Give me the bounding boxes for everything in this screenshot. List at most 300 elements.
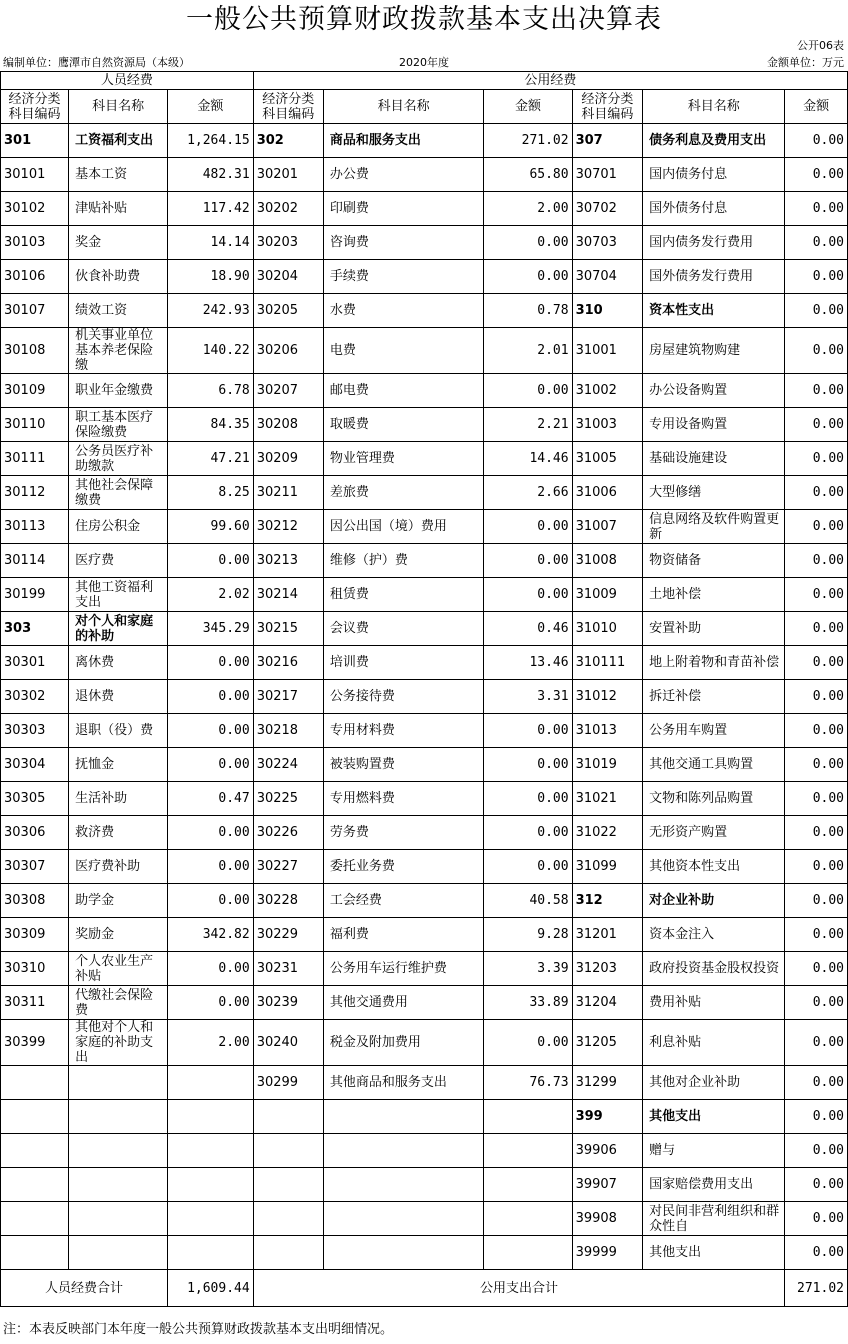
table-row: [1, 646, 848, 680]
item-name-cell: 其他交通费用: [323, 986, 483, 1020]
item-name-cell: 专用设备购置: [643, 408, 785, 442]
item-name-cell: 公务用车购置: [643, 714, 785, 748]
item-name-cell: 物业管理费: [323, 442, 483, 476]
item-name-cell: 救济费: [69, 816, 168, 850]
amount-cell: 0.00: [484, 714, 572, 748]
code-cell: 30309: [1, 918, 69, 952]
item-name-cell: 个人农业生产补贴: [69, 952, 168, 986]
code-cell: 30216: [253, 646, 323, 680]
amount-cell: 84.35: [168, 408, 254, 442]
item-name-cell: 地上附着物和青苗补偿: [643, 646, 785, 680]
code-cell: [253, 1202, 323, 1236]
item-name-cell: 商品和服务支出: [323, 124, 483, 158]
item-name-cell: [69, 1066, 168, 1100]
public-total-label: 公用支出合计: [253, 1270, 785, 1307]
code-cell: 30226: [253, 816, 323, 850]
item-name-cell: 工会经费: [323, 884, 483, 918]
item-name-cell: 伙食补助费: [69, 260, 168, 294]
code-cell: 30227: [253, 850, 323, 884]
amount-cell: 0.00: [785, 748, 848, 782]
item-name-cell: 办公费: [323, 158, 483, 192]
item-name-cell: 国外债务发行费用: [643, 260, 785, 294]
item-name-cell: 因公出国（境）费用: [323, 510, 483, 544]
item-name-cell: 助学金: [69, 884, 168, 918]
expenditure-table: [0, 71, 848, 1307]
table-row: [1, 714, 848, 748]
code-cell: 30306: [1, 816, 69, 850]
code-cell: 30218: [253, 714, 323, 748]
amount-cell: [168, 1134, 254, 1168]
item-name-cell: 基本工资: [69, 158, 168, 192]
item-name-cell: 利息补贴: [643, 1020, 785, 1066]
code-cell: [1, 1100, 69, 1134]
amount-cell: 345.29: [168, 612, 254, 646]
table-row: [1, 1066, 848, 1100]
item-name-cell: 抚恤金: [69, 748, 168, 782]
item-name-cell: 其他社会保障缴费: [69, 476, 168, 510]
item-name-cell: 津贴补贴: [69, 192, 168, 226]
item-name-cell: 其他工资福利支出: [69, 578, 168, 612]
amount-cell: 0.47: [168, 782, 254, 816]
code-cell: 30301: [1, 646, 69, 680]
code-cell: 30399: [1, 1020, 69, 1066]
table-row: [1, 884, 848, 918]
amount-cell: 0.00: [785, 294, 848, 328]
item-name-cell: 基础设施建设: [643, 442, 785, 476]
code-cell: 30299: [253, 1066, 323, 1100]
amount-cell: 0.00: [785, 952, 848, 986]
amount-cell: 0.00: [785, 226, 848, 260]
item-name-cell: 印刷费: [323, 192, 483, 226]
item-name-cell: 会议费: [323, 612, 483, 646]
item-name-cell: 费用补贴: [643, 986, 785, 1020]
code-cell: 30217: [253, 680, 323, 714]
code-cell: 39907: [572, 1168, 642, 1202]
item-name-cell: 其他对企业补助: [643, 1066, 785, 1100]
code-cell: 307: [572, 124, 642, 158]
code-cell: 31299: [572, 1066, 642, 1100]
amount-cell: 2.21: [484, 408, 572, 442]
column-header-row: [1, 90, 848, 124]
amount-cell: 0.00: [785, 510, 848, 544]
amount-cell: 0.00: [785, 124, 848, 158]
amount-cell: [484, 1202, 572, 1236]
header-code: 经济分类科目编码: [1, 90, 69, 124]
code-cell: [1, 1066, 69, 1100]
amount-cell: 0.00: [785, 714, 848, 748]
code-cell: 30240: [253, 1020, 323, 1066]
code-cell: [1, 1134, 69, 1168]
item-name-cell: 文物和陈列品购置: [643, 782, 785, 816]
amount-cell: [484, 1168, 572, 1202]
reporting-unit: 编制单位：鹰潭市自然资源局（本级）: [3, 56, 190, 69]
code-cell: 30202: [253, 192, 323, 226]
code-cell: 30206: [253, 328, 323, 374]
code-cell: 31010: [572, 612, 642, 646]
code-cell: 39999: [572, 1236, 642, 1270]
code-cell: 31005: [572, 442, 642, 476]
code-cell: 30207: [253, 374, 323, 408]
item-name-cell: 其他对个人和家庭的补助支出: [69, 1020, 168, 1066]
item-name-cell: 福利费: [323, 918, 483, 952]
item-name-cell: [323, 1100, 483, 1134]
code-cell: 30204: [253, 260, 323, 294]
amount-cell: 0.00: [484, 544, 572, 578]
table-row: [1, 374, 848, 408]
amount-cell: 40.58: [484, 884, 572, 918]
amount-cell: 0.00: [484, 816, 572, 850]
amount-cell: 14.46: [484, 442, 572, 476]
amount-cell: 0.46: [484, 612, 572, 646]
money-unit: 金额单位：万元: [767, 56, 844, 69]
header-name: 科目名称: [643, 90, 785, 124]
amount-cell: 0.00: [168, 884, 254, 918]
item-name-cell: 其他支出: [643, 1236, 785, 1270]
item-name-cell: 税金及附加费用: [323, 1020, 483, 1066]
amount-cell: 2.00: [484, 192, 572, 226]
item-name-cell: 物资储备: [643, 544, 785, 578]
code-cell: 30228: [253, 884, 323, 918]
code-cell: [1, 1236, 69, 1270]
table-row: [1, 782, 848, 816]
item-name-cell: 安置补助: [643, 612, 785, 646]
amount-cell: 0.00: [168, 850, 254, 884]
amount-cell: 482.31: [168, 158, 254, 192]
item-name-cell: 职工基本医疗保险缴费: [69, 408, 168, 442]
code-cell: 302: [253, 124, 323, 158]
item-name-cell: 专用材料费: [323, 714, 483, 748]
section-public: 公用经费: [253, 72, 847, 90]
personnel-total-amount: 1,609.44: [168, 1270, 254, 1307]
item-name-cell: 取暖费: [323, 408, 483, 442]
amount-cell: 0.00: [484, 374, 572, 408]
code-cell: 30702: [572, 192, 642, 226]
table-row: [1, 1100, 848, 1134]
header-amount: 金额: [785, 90, 848, 124]
table-row: [1, 952, 848, 986]
amount-cell: 0.00: [785, 476, 848, 510]
amount-cell: [168, 1236, 254, 1270]
code-cell: 30224: [253, 748, 323, 782]
code-cell: [253, 1134, 323, 1168]
amount-cell: 2.01: [484, 328, 572, 374]
table-row: [1, 1020, 848, 1066]
item-name-cell: [323, 1236, 483, 1270]
amount-cell: 0.00: [168, 714, 254, 748]
item-name-cell: [69, 1168, 168, 1202]
amount-cell: 0.00: [785, 612, 848, 646]
code-cell: 30111: [1, 442, 69, 476]
amount-cell: 0.00: [484, 260, 572, 294]
amount-cell: 0.00: [168, 646, 254, 680]
code-cell: 31203: [572, 952, 642, 986]
item-name-cell: [69, 1236, 168, 1270]
code-cell: 30213: [253, 544, 323, 578]
code-cell: [253, 1100, 323, 1134]
item-name-cell: 维修（护）费: [323, 544, 483, 578]
amount-cell: 99.60: [168, 510, 254, 544]
public-total-amount: 271.02: [785, 1270, 848, 1307]
amount-cell: 0.00: [785, 1134, 848, 1168]
item-name-cell: 生活补助: [69, 782, 168, 816]
item-name-cell: 住房公积金: [69, 510, 168, 544]
item-name-cell: 其他支出: [643, 1100, 785, 1134]
item-name-cell: 公务员医疗补助缴款: [69, 442, 168, 476]
header-amount: 金额: [484, 90, 572, 124]
code-cell: 30305: [1, 782, 69, 816]
table-note: 注：本表反映部门本年度一般公共预算财政拨款基本支出明细情况。: [3, 1322, 394, 1337]
code-cell: [253, 1168, 323, 1202]
item-name-cell: 国外债务付息: [643, 192, 785, 226]
table-row: [1, 612, 848, 646]
code-cell: 30103: [1, 226, 69, 260]
amount-cell: 9.28: [484, 918, 572, 952]
table-row: [1, 986, 848, 1020]
amount-cell: 47.21: [168, 442, 254, 476]
table-row: [1, 328, 848, 374]
code-cell: 30308: [1, 884, 69, 918]
amount-cell: [484, 1134, 572, 1168]
code-cell: 30229: [253, 918, 323, 952]
code-cell: 30307: [1, 850, 69, 884]
item-name-cell: 政府投资基金股权投资: [643, 952, 785, 986]
code-cell: 31009: [572, 578, 642, 612]
code-cell: 31204: [572, 986, 642, 1020]
amount-cell: 0.00: [168, 952, 254, 986]
item-name-cell: 被装购置费: [323, 748, 483, 782]
code-cell: [253, 1236, 323, 1270]
code-cell: 30203: [253, 226, 323, 260]
amount-cell: 0.00: [785, 260, 848, 294]
code-cell: 30108: [1, 328, 69, 374]
item-name-cell: 退休费: [69, 680, 168, 714]
code-cell: 31012: [572, 680, 642, 714]
code-cell: 399: [572, 1100, 642, 1134]
table-row: [1, 578, 848, 612]
code-cell: 31021: [572, 782, 642, 816]
amount-cell: 0.00: [785, 192, 848, 226]
section-personnel: 人员经费: [1, 72, 254, 90]
code-cell: 30303: [1, 714, 69, 748]
item-name-cell: [69, 1134, 168, 1168]
amount-cell: 0.00: [484, 226, 572, 260]
code-cell: 30113: [1, 510, 69, 544]
code-cell: 30107: [1, 294, 69, 328]
item-name-cell: 机关事业单位基本养老保险缴: [69, 328, 168, 374]
amount-cell: 18.90: [168, 260, 254, 294]
amount-cell: 0.00: [785, 1168, 848, 1202]
code-cell: 30302: [1, 680, 69, 714]
header-name: 科目名称: [69, 90, 168, 124]
amount-cell: [168, 1066, 254, 1100]
code-cell: 31099: [572, 850, 642, 884]
code-cell: 30239: [253, 986, 323, 1020]
amount-cell: 271.02: [484, 124, 572, 158]
amount-cell: 0.00: [785, 918, 848, 952]
amount-cell: [484, 1236, 572, 1270]
amount-cell: 0.00: [484, 510, 572, 544]
item-name-cell: 医疗费: [69, 544, 168, 578]
item-name-cell: 奖金: [69, 226, 168, 260]
code-cell: 30101: [1, 158, 69, 192]
code-cell: 31201: [572, 918, 642, 952]
table-row: [1, 294, 848, 328]
amount-cell: 0.00: [785, 986, 848, 1020]
amount-cell: 13.46: [484, 646, 572, 680]
amount-cell: 1,264.15: [168, 124, 254, 158]
item-name-cell: 离休费: [69, 646, 168, 680]
amount-cell: 0.00: [785, 1020, 848, 1066]
fiscal-year: 2020年度: [399, 56, 449, 69]
code-cell: 30703: [572, 226, 642, 260]
code-cell: 30209: [253, 442, 323, 476]
amount-cell: 0.00: [785, 816, 848, 850]
code-cell: 31019: [572, 748, 642, 782]
section-header-row: [1, 72, 848, 90]
amount-cell: 0.78: [484, 294, 572, 328]
personnel-total-label: 人员经费合计: [1, 1270, 168, 1307]
table-row: [1, 476, 848, 510]
amount-cell: 0.00: [484, 782, 572, 816]
table-row: [1, 1168, 848, 1202]
amount-cell: 2.66: [484, 476, 572, 510]
code-cell: 310111: [572, 646, 642, 680]
table-row: [1, 158, 848, 192]
amount-cell: 0.00: [785, 884, 848, 918]
item-name-cell: 对企业补助: [643, 884, 785, 918]
code-cell: [1, 1168, 69, 1202]
header-code: 经济分类科目编码: [253, 90, 323, 124]
code-cell: 31007: [572, 510, 642, 544]
item-name-cell: 其他交通工具购置: [643, 748, 785, 782]
item-name-cell: 债务利息及费用支出: [643, 124, 785, 158]
amount-cell: [168, 1100, 254, 1134]
amount-cell: 0.00: [484, 578, 572, 612]
item-name-cell: 大型修缮: [643, 476, 785, 510]
table-row: [1, 442, 848, 476]
header-name: 科目名称: [323, 90, 483, 124]
amount-cell: 14.14: [168, 226, 254, 260]
item-name-cell: 医疗费补助: [69, 850, 168, 884]
amount-cell: 242.93: [168, 294, 254, 328]
table-row: [1, 1236, 848, 1270]
table-row: [1, 680, 848, 714]
item-name-cell: 电费: [323, 328, 483, 374]
code-cell: 30225: [253, 782, 323, 816]
item-name-cell: 水费: [323, 294, 483, 328]
code-cell: 30215: [253, 612, 323, 646]
code-cell: 31205: [572, 1020, 642, 1066]
amount-cell: 3.39: [484, 952, 572, 986]
amount-cell: 0.00: [785, 646, 848, 680]
code-cell: 31006: [572, 476, 642, 510]
table-row: [1, 1134, 848, 1168]
table-row: [1, 1202, 848, 1236]
item-name-cell: 资本性支出: [643, 294, 785, 328]
code-cell: 31022: [572, 816, 642, 850]
item-name-cell: 其他商品和服务支出: [323, 1066, 483, 1100]
amount-cell: 0.00: [785, 782, 848, 816]
form-number: 公开06表: [797, 39, 844, 52]
amount-cell: 65.80: [484, 158, 572, 192]
item-name-cell: 对个人和家庭的补助: [69, 612, 168, 646]
code-cell: 30208: [253, 408, 323, 442]
item-name-cell: 房屋建筑物购建: [643, 328, 785, 374]
item-name-cell: 咨询费: [323, 226, 483, 260]
amount-cell: 342.82: [168, 918, 254, 952]
table-row: [1, 816, 848, 850]
item-name-cell: 职业年金缴费: [69, 374, 168, 408]
code-cell: 30304: [1, 748, 69, 782]
amount-cell: 0.00: [785, 850, 848, 884]
code-cell: 310: [572, 294, 642, 328]
code-cell: 30701: [572, 158, 642, 192]
code-cell: 30704: [572, 260, 642, 294]
item-name-cell: 其他资本性支出: [643, 850, 785, 884]
item-name-cell: 代缴社会保险费: [69, 986, 168, 1020]
amount-cell: 76.73: [484, 1066, 572, 1100]
code-cell: 30211: [253, 476, 323, 510]
amount-cell: 0.00: [168, 816, 254, 850]
amount-cell: 2.00: [168, 1020, 254, 1066]
amount-cell: 0.00: [785, 1066, 848, 1100]
item-name-cell: 土地补偿: [643, 578, 785, 612]
totals-row: [1, 1270, 848, 1307]
item-name-cell: [323, 1134, 483, 1168]
item-name-cell: 公务用车运行维护费: [323, 952, 483, 986]
item-name-cell: 工资福利支出: [69, 124, 168, 158]
item-name-cell: [323, 1202, 483, 1236]
amount-cell: 2.02: [168, 578, 254, 612]
code-cell: 30212: [253, 510, 323, 544]
code-cell: 301: [1, 124, 69, 158]
item-name-cell: [69, 1100, 168, 1134]
item-name-cell: 对民间非营利组织和群众性自: [643, 1202, 785, 1236]
amount-cell: 6.78: [168, 374, 254, 408]
amount-cell: [484, 1100, 572, 1134]
item-name-cell: 赠与: [643, 1134, 785, 1168]
code-cell: 30106: [1, 260, 69, 294]
code-cell: 31013: [572, 714, 642, 748]
item-name-cell: 绩效工资: [69, 294, 168, 328]
code-cell: 31008: [572, 544, 642, 578]
item-name-cell: 国内债务付息: [643, 158, 785, 192]
amount-cell: 140.22: [168, 328, 254, 374]
code-cell: 30231: [253, 952, 323, 986]
amount-cell: 0.00: [785, 328, 848, 374]
table-row: [1, 918, 848, 952]
header-code: 经济分类科目编码: [572, 90, 642, 124]
amount-cell: 0.00: [785, 1236, 848, 1270]
header-amount: 金额: [168, 90, 254, 124]
code-cell: 30110: [1, 408, 69, 442]
code-cell: 30201: [253, 158, 323, 192]
amount-cell: 0.00: [785, 442, 848, 476]
code-cell: 312: [572, 884, 642, 918]
amount-cell: 3.31: [484, 680, 572, 714]
table-row: [1, 226, 848, 260]
amount-cell: 0.00: [168, 680, 254, 714]
amount-cell: 0.00: [484, 748, 572, 782]
table-row: [1, 408, 848, 442]
item-name-cell: 信息网络及软件购置更新: [643, 510, 785, 544]
table-row: [1, 192, 848, 226]
item-name-cell: 退职（役）费: [69, 714, 168, 748]
code-cell: 30112: [1, 476, 69, 510]
amount-cell: 0.00: [785, 1100, 848, 1134]
code-cell: 30310: [1, 952, 69, 986]
amount-cell: 0.00: [785, 408, 848, 442]
